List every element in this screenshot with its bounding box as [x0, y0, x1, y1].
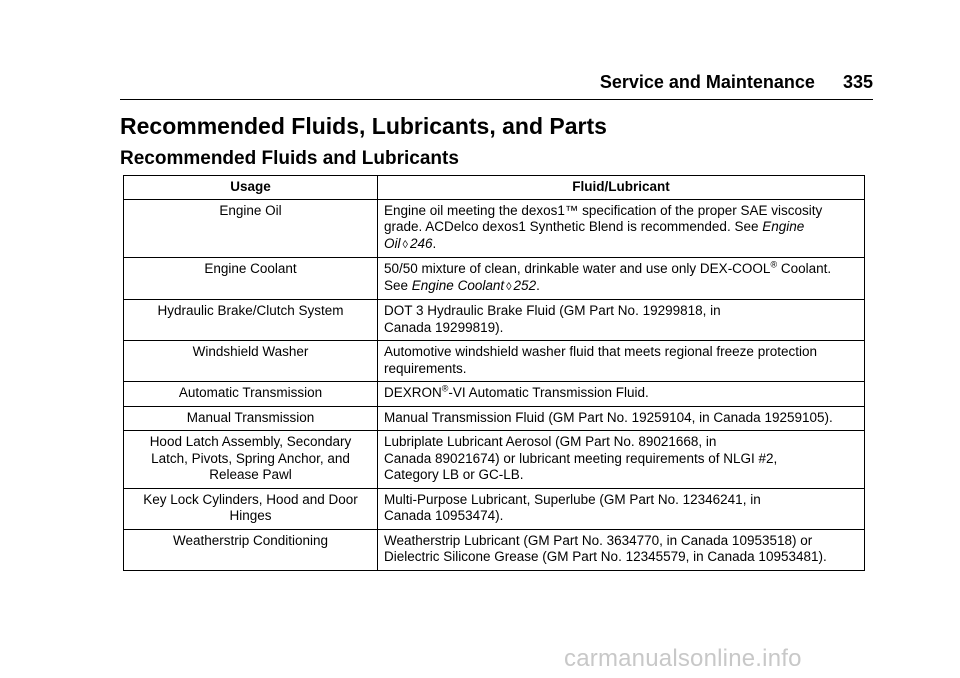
usage-cell: [124, 529, 378, 570]
fluid-text: Weatherstrip Lubricant (GM Part No. 3634770, in Canada 10953518) or: [384, 532, 813, 548]
fluid-text: Dielectric Silicone Grease (GM Part No. 12345579, in Canada 10953481).: [384, 549, 827, 564]
usage-text: Weatherstrip Conditioning: [172, 532, 329, 548]
usage-text: Hinges: [229, 508, 272, 523]
see-text: See: [384, 277, 412, 293]
usage-cell: [124, 382, 378, 407]
usage-cell: [124, 431, 378, 489]
fluid-text: DOT 3 Hydraulic Brake Fluid (GM Part No. 19299818, in: [384, 303, 721, 318]
table-row: [124, 529, 865, 570]
fluid-text: Coolant.: [777, 261, 832, 276]
fluid-cell: [378, 431, 865, 489]
xref-link-engine-coolant[interactable]: Engine Coolant ◊ 252: [411, 277, 537, 293]
fluid-cell: 50/50 mixture of clean, drinkable water and use only DEX-COOL® Coolant. See Engine Coolant ◊ 252.: [378, 258, 865, 300]
section-title: Recommended Fluids and Lubricants: [120, 148, 459, 169]
table-header-row: [124, 176, 865, 200]
usage-cell: [124, 488, 378, 529]
usage-cell: [124, 341, 378, 382]
usage-text: Release Pawl: [209, 467, 292, 482]
header-section-title: Service and Maintenance: [599, 72, 815, 92]
fluid-text: Lubriplate Lubricant Aerosol (GM Part No. 89021668, in: [384, 434, 717, 449]
fluid-text: Multi-Purpose Lubricant, Superlube (GM Part No. 12346241, in: [384, 491, 761, 507]
usage-text: Hydraulic Brake/Clutch System: [157, 303, 344, 318]
fluid-cell: [378, 300, 865, 341]
table-row: [124, 258, 865, 300]
usage-text: Latch, Pivots, Spring Anchor, and: [151, 450, 350, 466]
fluid-text: Automotive windshield washer fluid that meets regional freeze protection: [384, 344, 817, 359]
table-row: [124, 406, 865, 431]
fluid-text: DEXRON: [384, 385, 442, 400]
table-row: [124, 300, 865, 341]
fluid-text: Canada 89021674) or lubricant meeting requirements of NLGI #2,: [384, 450, 778, 466]
table-row: [124, 341, 865, 382]
fluid-cell: [378, 488, 865, 529]
usage-cell: [124, 258, 378, 300]
header-rule: [120, 99, 873, 100]
column-header-fluid: Fluid/Lubricant: [378, 176, 865, 200]
fluid-text: 50/50 mixture of clean, drinkable water and use only DEX-COOL: [384, 261, 771, 276]
usage-text: Key Lock Cylinders, Hood and Door: [143, 491, 358, 507]
fluid-cell: [378, 341, 865, 382]
fluids-table: [123, 175, 865, 571]
registered-mark: ®: [441, 383, 449, 394]
fluid-text: -VI Automatic Transmission Fluid.: [448, 385, 649, 400]
usage-cell: [124, 300, 378, 341]
page-number: 335: [842, 72, 873, 92]
page-title: Recommended Fluids, Lubricants, and Parts: [120, 113, 607, 139]
fluid-cell: [378, 382, 865, 407]
page-ref-icon: ◊: [402, 238, 408, 251]
usage-cell: [124, 406, 378, 431]
table-row: [124, 488, 865, 529]
table-row: [124, 382, 865, 407]
table-row: [124, 199, 865, 258]
registered-mark: ®: [770, 259, 778, 270]
fluid-cell: [378, 406, 865, 431]
fluid-text: grade. ACDelco dexos1 Synthetic Blend is recommended. See: [384, 219, 763, 234]
watermark: carmanualsonline.info: [564, 645, 802, 672]
running-header: [120, 72, 873, 94]
fluid-cell: [378, 529, 865, 570]
page-ref-icon: ◊: [506, 280, 512, 293]
usage-text: Engine Coolant: [204, 261, 297, 276]
fluid-text: requirements.: [384, 360, 467, 376]
usage-text: Manual Transmission: [186, 409, 315, 425]
usage-text: Windshield Washer: [192, 344, 309, 359]
column-header-usage: Usage: [124, 176, 378, 200]
xref-link-engine-oil[interactable]: Engine Oil ◊ 246: [384, 219, 805, 251]
usage-cell: [124, 199, 378, 258]
fluid-text: Engine oil meeting the dexos1™ specification of the proper SAE viscosity: [384, 202, 823, 218]
fluid-text: Canada 10953474).: [384, 508, 504, 523]
fluid-text: Canada 19299819).: [384, 319, 504, 335]
usage-text: Hood Latch Assembly, Secondary: [149, 434, 352, 449]
fluid-text: Manual Transmission Fluid (GM Part No. 19259104, in Canada 19259105).: [384, 409, 833, 425]
fluid-cell: Engine oil meeting the dexos1™ specification of the proper SAE viscosity grade. ACDelco dexos1 Synthetic Blend is recommended. See Engine Oil ◊ 246.: [378, 199, 865, 258]
usage-text: Automatic Transmission: [178, 385, 323, 400]
fluid-text: Category LB or GC-LB.: [384, 467, 524, 482]
usage-text: Engine Oil: [219, 202, 282, 218]
table-row: [124, 431, 865, 489]
